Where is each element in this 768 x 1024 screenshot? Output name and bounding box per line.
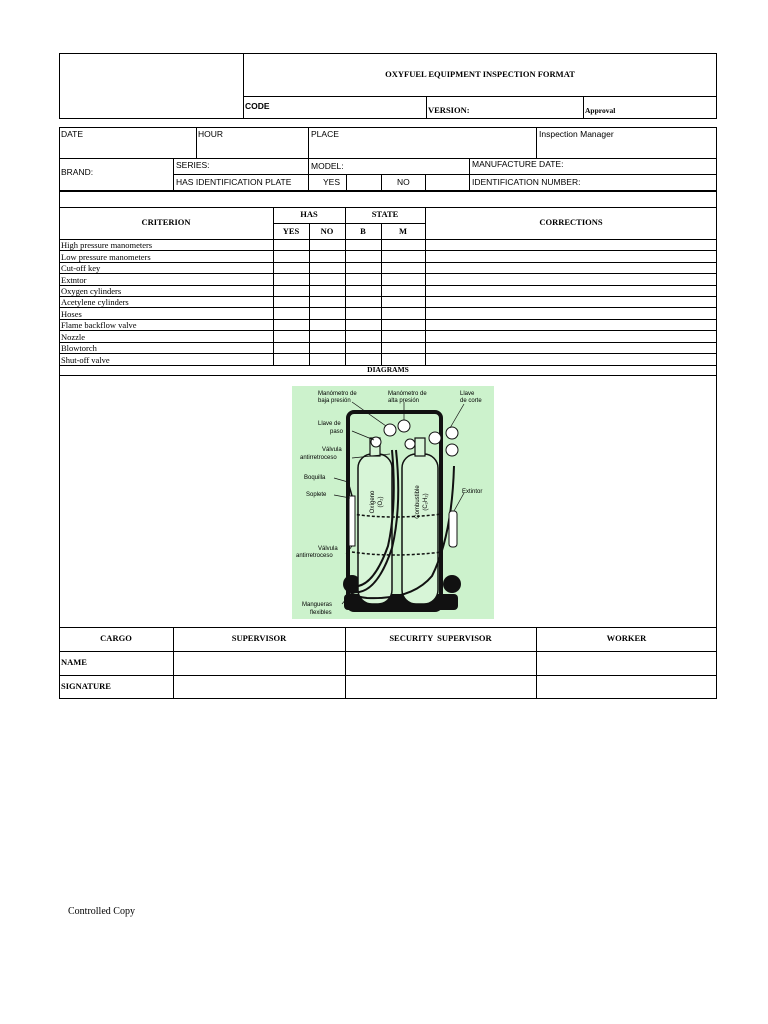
table-row: Extntor: [61, 275, 87, 285]
diagram-label: antirretroceso: [300, 455, 337, 461]
table-row: Acetylene cylinders: [61, 297, 129, 307]
brand-label: BRAND:: [61, 167, 94, 177]
oxyfuel-cart-illustration: [292, 386, 494, 619]
identification-plate-label: HAS IDENTIFICATION PLATE: [176, 177, 292, 187]
diagram-label: Boquilla: [304, 475, 326, 481]
diagram-label: Soplete: [306, 492, 327, 498]
code-label: CODE: [245, 101, 270, 111]
supervisor-header: SUPERVISOR: [231, 633, 287, 643]
identification-number-label: IDENTIFICATION NUMBER:: [472, 177, 581, 187]
table-row: Flame backflow valve: [61, 320, 137, 330]
diagram-label: Llave: [460, 391, 475, 397]
series-label: SERIES:: [176, 160, 210, 170]
diagram-label: paso: [330, 429, 344, 435]
table-row: Blowtorch: [61, 343, 97, 353]
diagram-label: Válvula: [322, 447, 342, 453]
diagram-label: alta presión: [388, 398, 420, 404]
version-label: VERSION:: [428, 105, 470, 115]
place-label: PLACE: [311, 129, 339, 139]
plate-yes-label: YES: [323, 177, 341, 187]
has-no-header: NO: [320, 226, 334, 236]
table-row: High pressure manometers: [61, 240, 153, 250]
cargo-header: CARGO: [100, 633, 132, 643]
diagram-label: Llave de: [318, 421, 341, 427]
diagram-label: flexibles: [310, 610, 332, 616]
diagram-label: (C₂H₂): [423, 493, 429, 511]
corrections-header: CORRECTIONS: [539, 217, 603, 227]
state-m-header: M: [398, 226, 408, 236]
table-row: Hoses: [61, 309, 82, 319]
diagram-label: (O₂): [378, 496, 384, 508]
worker-header: WORKER: [606, 633, 647, 643]
diagram-label: Extintor: [462, 489, 483, 495]
table-row: Cut-off key: [61, 263, 101, 273]
diagram-label: Manómetro de: [388, 391, 427, 397]
inspection-manager-label: Inspection Manager: [539, 129, 614, 139]
table-row: Low pressure manometers: [61, 252, 151, 262]
has-header: HAS: [300, 209, 318, 219]
state-header: STATE: [371, 209, 399, 219]
state-b-header: B: [360, 226, 366, 236]
has-yes-header: YES: [282, 226, 300, 236]
date-label: DATE: [61, 129, 84, 139]
name-row-label: NAME: [61, 657, 87, 667]
diagram-label: de corte: [460, 398, 482, 404]
diagrams-title: DIAGRAMS: [367, 365, 409, 374]
plate-no-label: NO: [397, 177, 410, 187]
table-row: Nozzle: [61, 332, 86, 342]
model-label: MODEL:: [311, 161, 344, 171]
signature-row-label: SIGNATURE: [61, 681, 111, 691]
manufacture-date-label: MANUFACTURE DATE:: [472, 159, 564, 169]
diagram-label: baja presión: [318, 398, 351, 404]
diagram-label: Mangueras: [302, 602, 333, 608]
document-title: OXYFUEL EQUIPMENT INSPECTION FORMAT: [385, 69, 575, 79]
oxyfuel-equipment-diagram: [292, 386, 494, 619]
table-row: Oxygen cylinders: [61, 286, 122, 296]
hour-label: HOUR: [198, 129, 224, 139]
diagram-label: Combustible: [415, 485, 421, 519]
diagram-label: Oxígeno: [370, 490, 376, 514]
table-row: Shut-off valve: [61, 355, 110, 365]
controlled-copy-note: Controlled Copy: [68, 906, 135, 917]
security-supervisor-header: SECURITY SUPERVISOR: [389, 633, 492, 643]
diagram-label: Válvula: [318, 546, 338, 552]
diagram-label: Manómetro de: [318, 391, 357, 397]
approval-label: Approval: [585, 106, 616, 115]
criterion-header: CRITERION: [141, 217, 191, 227]
diagram-label: antirretroceso: [296, 553, 333, 559]
